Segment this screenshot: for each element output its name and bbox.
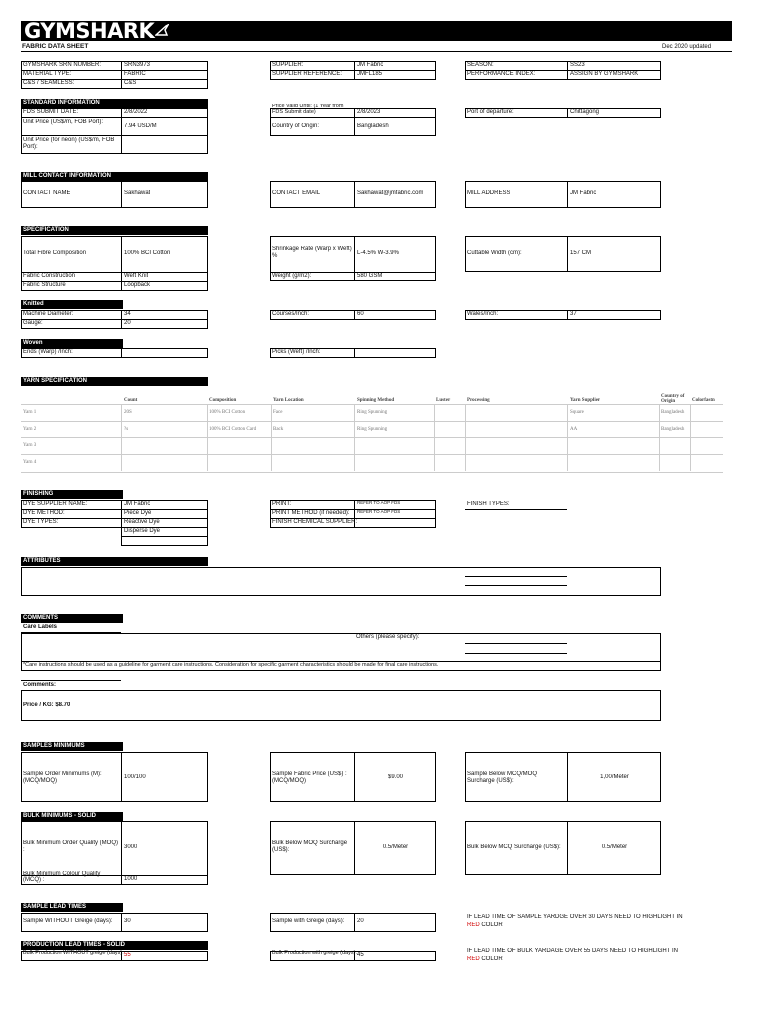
wales-label: Wales/Inch:: [467, 311, 499, 317]
valid-value[interactable]: 2/8/2023: [357, 109, 381, 115]
material-value[interactable]: FABRIC: [124, 71, 146, 77]
material-label: MATERIAL TYPE:: [23, 71, 72, 77]
yarn-1-country[interactable]: Bangladesh: [661, 410, 685, 415]
finish-types-label: FINISH TYPES:: [467, 501, 510, 507]
attributes-box[interactable]: [21, 567, 661, 596]
sample-lead-header: SAMPLE LEAD TIMES: [21, 903, 123, 912]
contact-name-label: CONTACT NAME: [23, 190, 71, 196]
attribute-line: [465, 585, 567, 586]
care-labels-label: Care Labels: [23, 624, 58, 630]
dye-method-label: DYE METHOD:: [23, 510, 65, 516]
yarn-1-count[interactable]: 20S: [124, 410, 132, 415]
specification-header: SPECIFICATION: [21, 226, 208, 235]
divider: [121, 108, 122, 154]
print-method-label: PRINT METHOD (if needed):: [272, 510, 350, 516]
machine-label: Machine Diameter:: [23, 311, 74, 317]
samples-minimums-header: SAMPLES MINIMUMS: [21, 742, 123, 751]
yarn-col-divider: [690, 404, 691, 471]
yarn-col-composition: Composition: [209, 398, 237, 403]
yarn-col-divider: [434, 404, 435, 471]
care-note: *Care instructions should be used as a guideline for garment care instructions. Consideration for specific garment characteristics should be made for final care instructions.: [23, 662, 439, 668]
mill-address-label: MILL ADDRESS: [467, 190, 511, 196]
contact-name-value[interactable]: Sakhawat: [124, 190, 151, 196]
brand-logo: GYMSHARK: [24, 21, 169, 42]
yarn-row-divider: [21, 454, 723, 455]
comments-box[interactable]: [21, 690, 661, 721]
machine-value[interactable]: 34: [124, 311, 131, 317]
yarn-col-divider: [121, 404, 122, 471]
divider: [354, 310, 355, 320]
sample-price-value[interactable]: $9.00: [387, 774, 403, 780]
color-word: COLOR: [479, 956, 503, 962]
cs-label: C&S / SEAMLESS:: [23, 80, 75, 86]
structure-label: Fabric Structure: [23, 282, 66, 288]
srn-value[interactable]: SRN3973: [124, 62, 151, 68]
yarn-2-label: Yarn 2: [23, 427, 37, 432]
yarn-1-label: Yarn 1: [23, 410, 37, 415]
divider: [121, 181, 122, 208]
yarn-col-divider: [465, 404, 466, 471]
yarn-row-divider: [21, 437, 723, 438]
dye-types-label: DYE TYPES:: [23, 519, 59, 525]
supplier-value[interactable]: JM Fabric: [357, 62, 384, 68]
finishing-header: FINISHING: [21, 490, 123, 499]
unit-price-label: Unit Price (US$/m, FOB Port):: [23, 119, 104, 125]
sample-without-label: Sample WITHOUT Greige (days):: [23, 918, 113, 924]
sample-lead-note: [467, 914, 683, 921]
divider: [354, 348, 355, 358]
divider: [567, 181, 568, 208]
divider: [121, 348, 122, 358]
yarn-spec-header: YARN SPECIFICATION: [21, 377, 208, 386]
yarn-1-spinning[interactable]: Ring Spunning: [357, 410, 388, 415]
dye-method-value[interactable]: Piece Dye: [124, 510, 152, 516]
construction-label: Fabric Construction: [23, 273, 76, 279]
others-label: Others (please specify):: [356, 634, 420, 640]
neon-price-label: Unit Price (for neon) (US$/m, FOB Port):: [23, 137, 115, 150]
divider: [21, 117, 208, 118]
weight-value[interactable]: 580 GSM: [357, 273, 383, 279]
comments-underline: [21, 680, 121, 681]
weight-label: Weight (g/m2):: [272, 273, 312, 279]
divider: [121, 821, 122, 885]
unit-price-value[interactable]: 7.94 USD/M: [124, 123, 157, 129]
perf-label: PERFORMANCE INDEX:: [467, 71, 536, 77]
production-lead-header: PRODUCTION LEAD TIMES - SOLID: [21, 941, 208, 950]
bulk-minimums-header: BULK MINIMUMS - SOLID: [21, 812, 123, 821]
divider: [121, 236, 122, 291]
yarn-2-composition[interactable]: 100% BCI Cotton Card: [209, 427, 257, 432]
divider: [354, 913, 355, 932]
comments-header: COMMENTS: [21, 614, 123, 623]
yarn-4-label: Yarn 4: [23, 460, 37, 465]
sample-lead-note-text: IF LEAD TIME OF SAMPLE YARDGE OVER 30 DAYS NEED TO HIGHLIGHT IN: [467, 914, 683, 920]
yarn-col-luster: Luster: [436, 398, 451, 403]
perf-value[interactable]: ASSIGN BY GYMSHARK: [570, 71, 639, 77]
divider: [21, 135, 208, 136]
updated-date: Dec 2020 updated: [662, 44, 712, 50]
production-without-value[interactable]: 55: [124, 952, 131, 958]
care-labels-box[interactable]: [21, 633, 661, 662]
bulk-colour-value[interactable]: 1000: [124, 876, 138, 882]
wales-value[interactable]: 37: [570, 311, 577, 317]
sample-lead-note-line2: [467, 922, 503, 929]
port-label: Port of departure:: [467, 109, 514, 115]
woven-header: Woven: [21, 339, 123, 348]
header-rule: [21, 51, 732, 52]
yarn-1-location[interactable]: Face: [273, 410, 283, 415]
contact-email-value[interactable]: Sakhawat@jmfabric.com: [357, 190, 424, 196]
cs-value[interactable]: C&S: [124, 80, 137, 86]
yarn-col-divider: [659, 404, 660, 471]
finish-types-underline: [465, 509, 567, 510]
fds-label: FDS SUBMIT DATE:: [23, 109, 79, 115]
yarn-col-spinning: Spinning Method: [357, 398, 395, 403]
yarn-1-supplier[interactable]: Square: [570, 410, 584, 415]
yarn-col-supplier: Yarn Supplier: [570, 398, 601, 403]
cuttable-value[interactable]: 157 CM: [570, 250, 592, 256]
bulk-moq-surcharge-label: Bulk Below MOQ Surcharge (US$):: [272, 840, 348, 853]
bulk-moq-surcharge-value[interactable]: 0.5/Meter: [382, 844, 409, 850]
bulk-mcq-surcharge-value[interactable]: 0.5/Meter: [601, 844, 628, 850]
valid-label: Price Valid Until: (1 Year from FDS Submit date): [272, 104, 344, 115]
fds-value[interactable]: 2/8/2022: [124, 109, 148, 115]
divider: [121, 61, 122, 89]
dye-type-1[interactable]: Reactive Dye: [124, 519, 160, 525]
red-word: RED: [467, 956, 480, 962]
yarn-col-divider: [354, 404, 355, 471]
bulk-colour-label: Bulk Minimum Colour Quality (MCQ) :: [23, 871, 101, 883]
shrinkage-value[interactable]: L-4.5% W-3.9%: [357, 250, 399, 256]
production-with-label: Bulk Production with greige (days):: [272, 950, 357, 956]
production-with-value[interactable]: 45: [357, 952, 364, 958]
fibre-value[interactable]: 100% BCI Cotton: [124, 250, 171, 256]
season-label: SEASON:: [467, 62, 494, 68]
ends-label: Ends (Warp) /Inch:: [23, 349, 73, 355]
mill-contact-header: MILL CONTACT INFORMATION: [21, 172, 208, 181]
courses-label: Courses/Inch:: [272, 311, 310, 317]
mill-address-value[interactable]: JM Fabric: [570, 190, 597, 196]
contact-email-label: CONTACT EMAIL: [272, 190, 321, 196]
yarn-col-divider: [207, 404, 208, 471]
sample-without-value[interactable]: 30: [124, 918, 131, 924]
yarn-col-location: Yarn Location: [273, 398, 304, 403]
dye-type-3-box: [121, 536, 208, 546]
divider: [567, 108, 568, 118]
bulk-moq-label: Bulk Minimum Order Quality (MOQ) :: [23, 840, 119, 853]
sample-with-value[interactable]: 20: [357, 918, 364, 924]
fibre-label: Total Fibre Composition: [23, 250, 87, 256]
sample-price-label: Sample Fabric Price (US$) : (MCQ/MOQ): [272, 771, 347, 784]
structure-value[interactable]: Loopback: [124, 282, 151, 288]
origin-value[interactable]: Bangladesh: [357, 123, 389, 129]
yarn-2-location[interactable]: Back: [273, 427, 284, 432]
finish-chem-label: FINISH CHEMICAL SUPPLIER:: [272, 519, 358, 525]
port-value[interactable]: Chittagong: [570, 109, 600, 115]
divider: [121, 752, 122, 802]
yarn-col-count: Count: [124, 398, 138, 403]
yarn-row-divider: [21, 421, 723, 422]
red-word: RED: [467, 922, 480, 928]
print-value[interactable]: REFER TO AOP FDS: [357, 501, 401, 505]
divider: [354, 108, 355, 136]
yarn-2-spinning[interactable]: Ring Spunning: [357, 427, 388, 432]
divider: [21, 319, 208, 320]
sample-surcharge-label: Sample Below MCQ/MOQ Surcharge (US$):: [467, 771, 538, 784]
divider: [567, 236, 568, 272]
print-method-value[interactable]: REFER TO AOP FDS: [357, 510, 401, 514]
divider: [567, 61, 568, 80]
yarn-col-divider: [567, 404, 568, 471]
dye-supplier-label: DYE SUPPLIER NAME:: [23, 501, 88, 507]
supref-label: SUPPLIER REFERENCE:: [272, 71, 343, 77]
divider: [567, 310, 568, 320]
comments-label: Comments:: [23, 682, 57, 688]
sample-order-label: Sample Order Minimums (M): (MCQ/MOQ): [23, 771, 102, 784]
production-lead-note-line2: [467, 956, 503, 963]
yarn-col-divider: [271, 404, 272, 471]
print-label: PRINT:: [272, 501, 292, 507]
price-per-kg: Price / KG: $8.70: [23, 702, 71, 708]
bulk-moq-value[interactable]: 3000: [124, 844, 138, 850]
yarn-col-processing: Processing: [467, 398, 490, 403]
production-lead-note: [467, 948, 678, 955]
color-word: COLOR: [479, 922, 503, 928]
production-lead-note-text: IF LEAD TIME OF BULK YARDAGE OVER 55 DAYS NEED TO HIGHLIGHT IN: [467, 948, 678, 954]
gauge-value[interactable]: 20: [124, 320, 131, 326]
others-line: [465, 643, 567, 644]
divider: [121, 310, 122, 329]
yarn-col-colorfast: Colorfastn: [692, 398, 715, 403]
supref-value[interactable]: JMFL185: [357, 71, 383, 77]
yarn-col-country: Country of Origin: [661, 394, 685, 404]
sample-order-value[interactable]: 100/100: [124, 774, 146, 780]
standard-info-header: STANDARD INFORMATION: [21, 99, 208, 108]
shrinkage-label: Shrinkage Rate (Warp x Weft) %: [272, 246, 352, 259]
sample-surcharge-value[interactable]: 1,00/Meter: [600, 774, 629, 780]
courses-value[interactable]: 60: [357, 311, 364, 317]
others-line: [465, 653, 567, 654]
dye-type-2[interactable]: Disperse Dye: [124, 528, 161, 534]
shark-fin-icon: [155, 24, 169, 36]
attribute-line: [465, 576, 567, 577]
yarn-2-count[interactable]: ?s: [124, 427, 129, 432]
production-without-label: Bulk Production WITHOUT greige (days):: [23, 950, 124, 956]
knitted-header: Knitted: [21, 300, 123, 309]
divider: [121, 500, 122, 528]
divider: [121, 913, 122, 932]
divider: [354, 181, 355, 208]
origin-label: Country of Origin:: [272, 123, 320, 129]
sample-with-label: Sample with Greige (days):: [272, 918, 345, 924]
bulk-mcq-surcharge-label: Bulk Below MCQ Surcharge (US$):: [467, 844, 561, 850]
divider: [354, 61, 355, 80]
srn-label: GYMSHARK SRN NUMBER:: [23, 62, 102, 68]
gauge-label: Gauge:: [23, 320, 43, 326]
divider: [354, 236, 355, 281]
yarn-2-country[interactable]: Bangladesh: [661, 427, 685, 432]
attributes-header: ATTRIBUTES: [21, 557, 208, 566]
season-value[interactable]: SS23: [570, 62, 585, 68]
construction-value[interactable]: Weft Knit: [124, 273, 149, 279]
supplier-label: SUPPLIER:: [272, 62, 304, 68]
cuttable-label: Cuttable Width (cm):: [467, 250, 522, 256]
yarn-2-supplier[interactable]: AA: [570, 427, 578, 432]
dye-supplier-value[interactable]: JM Fabric: [124, 501, 151, 507]
yarn-1-composition[interactable]: 100% BCI Cotton: [209, 410, 246, 415]
divider: [270, 117, 436, 118]
picks-label: Picks (Weft) /Inch:: [272, 349, 321, 355]
yarn-3-label: Yarn 3: [23, 443, 37, 448]
doc-title: FABRIC DATA SHEET: [22, 43, 89, 50]
